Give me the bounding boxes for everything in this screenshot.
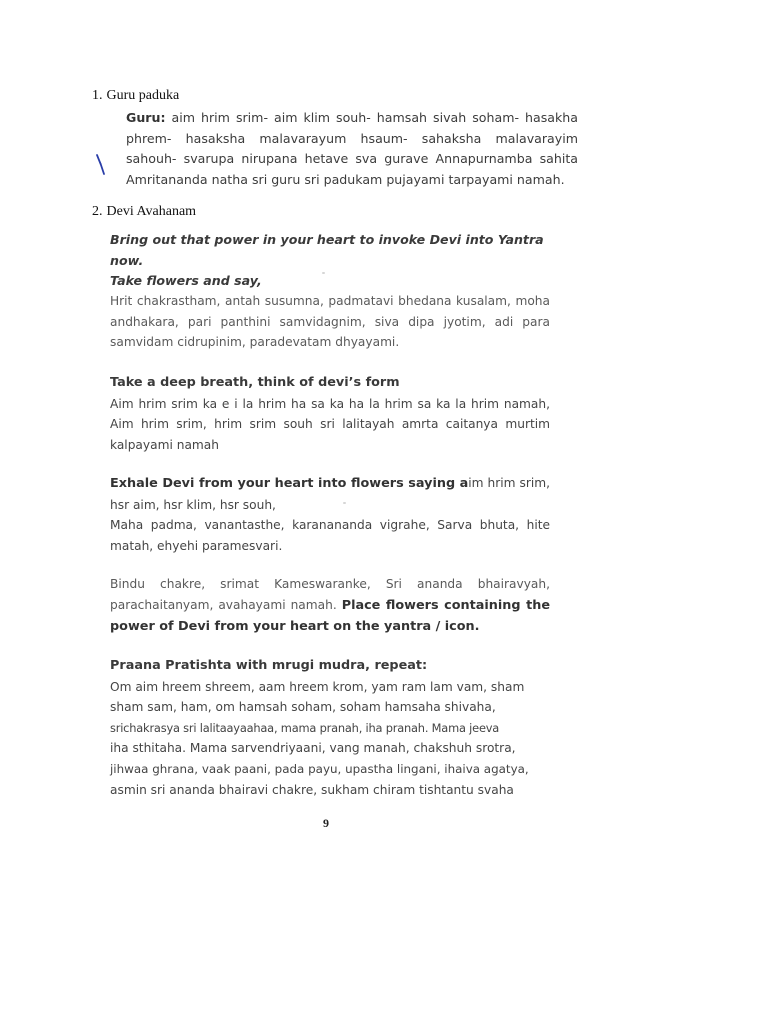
section-heading-guru-paduka (92, 88, 179, 104)
scan-speck (322, 272, 325, 274)
praana-section (110, 656, 560, 800)
breath-heading: Take a deep breath, think of devi’s form (110, 375, 400, 390)
exhale-inline-text: im hrim srim, hsr aim, hsr klim, hsr souh, (110, 476, 550, 512)
guru-mantra-block (126, 108, 578, 190)
scan-speck (343, 502, 346, 504)
praana-line: srichakrasya sri lalitaayaahaa, mama pranah, iha pranah. Mama jeeva (110, 720, 500, 735)
bindu-instruction: Place flowers containing the power of Devi from your heart on the yantra / icon. (110, 597, 550, 635)
praana-line: asmin sri ananda bhairavi chakre, sukham chiram tishtantu svaha (110, 782, 514, 797)
breath-section (110, 373, 550, 455)
pen-mark-icon (94, 152, 108, 178)
guru-mantra-text: aim hrim srim- aim klim souh- hamsah sivah soham- hasakha phrem- hasaksha malavarayum hsaum- sahaksha malavarayim sahouh- svarupa nirupana hetave sva gurave Annapurnamba sahita Amritananda natha sri guru sri padukam pujayami tarpayami namah. (126, 110, 578, 187)
section-heading-devi-avahanam (92, 204, 196, 220)
section-title: Guru paduka (106, 88, 180, 103)
exhale-text: Maha padma, vanantasthe, karanananda vigrahe, Sarva bhuta, hite matah, ehyehi paramesvari. (110, 518, 550, 553)
intro-instruction (110, 230, 570, 292)
praana-heading: Praana Pratishta with mrugi mudra, repeat: (110, 658, 428, 673)
praana-line: iha sthitaha. Mama sarvendriyaani, vang manah, chakshuh srotra, (110, 741, 516, 756)
exhale-section (110, 473, 550, 556)
dhyana-paragraph (110, 291, 550, 353)
bindu-text: Bindu chakre, srimat Kameswaranke, Sri ananda bhairavyah, parachaitanyam, avahayami namah. (110, 577, 550, 612)
praana-line: sham sam, ham, om hamsah soham, soham hamsaha shivaha, (110, 700, 496, 715)
section-number: 1. (92, 88, 103, 103)
section-title: Devi Avahanam (106, 204, 197, 219)
breath-text: Aim hrim srim ka e i la hrim ha sa ka ha la hrim sa ka la hrim namah, Aim hrim srim, hrim srim souh sri lalitayah amrta caitanya murtim kalpayami namah (110, 396, 550, 452)
page-number: 9 (323, 816, 329, 830)
guru-label: Guru: (126, 110, 166, 125)
exhale-heading: Exhale Devi from your heart into flowers saying a (110, 476, 469, 491)
intro-line-2: Take flowers and say, (110, 273, 262, 289)
praana-line: jihwaa ghrana, vaak paani, pada payu, upastha lingani, ihaiva agatya, (110, 761, 529, 776)
dhyana-text: Hrit chakrastham, antah susumna, padmatavi bhedana kusalam, moha andhakara, pari panthini samvidagnim, siva dipa jyotim, adi para samvidam cidrupinim, paradevatam dhyayami. (110, 294, 550, 350)
intro-line-1: Bring out that power in your heart to invoke Devi into Yantra now. (110, 232, 544, 268)
praana-line: Om aim hreem shreem, aam hreem krom, yam ram lam vam, sham (110, 679, 525, 694)
bindu-paragraph (110, 574, 550, 638)
section-number: 2. (92, 204, 103, 219)
